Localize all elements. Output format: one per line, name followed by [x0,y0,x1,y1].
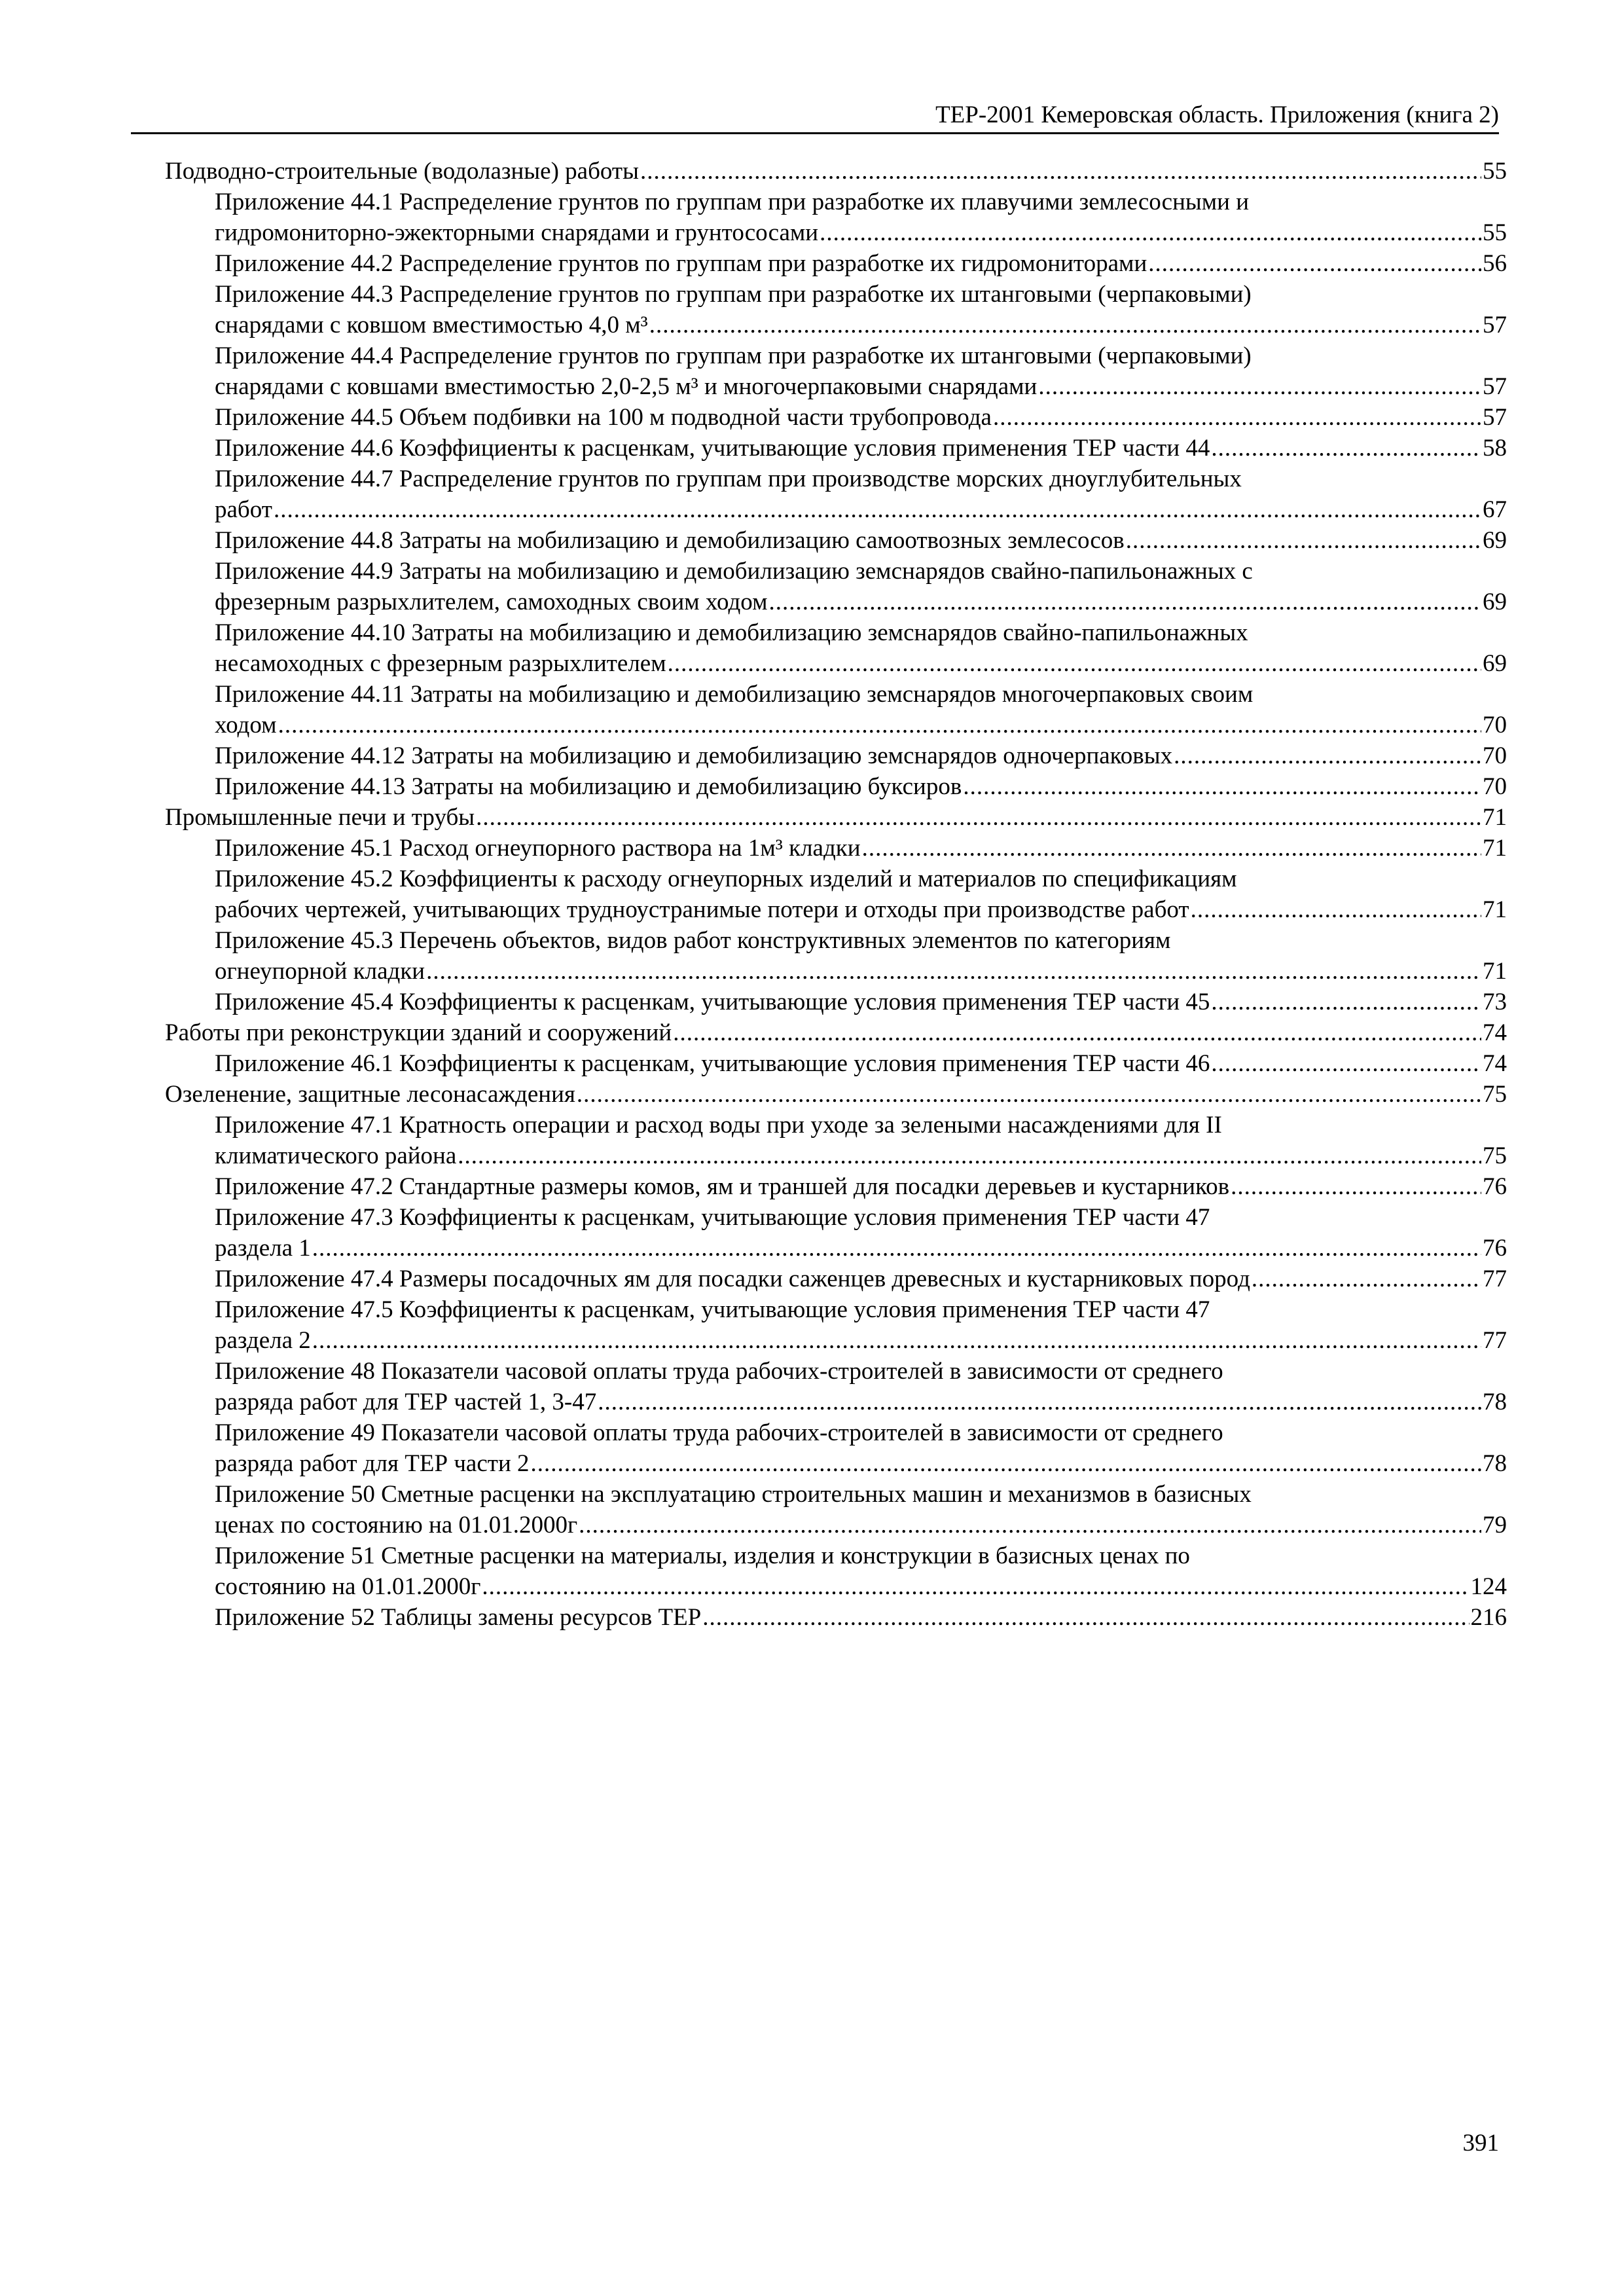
toc-page-number: 71 [1483,896,1507,923]
toc-appendix-entry[interactable] [165,187,1507,248]
toc-appendix-entry[interactable] [165,1479,1507,1540]
toc-page-number: 58 [1483,435,1507,462]
toc-page-number: 77 [1483,1327,1507,1354]
toc-entry-text: ценах по состоянию на 01.01.2000г [215,1512,578,1539]
toc-page-number: 70 [1483,712,1507,738]
dot-leader [1148,248,1481,279]
toc-entry-text: Приложение 44.5 Объем подбивки на 100 м подводной части трубопровода [215,404,992,431]
toc-appendix-entry[interactable] [165,433,1507,464]
toc-appendix-entry[interactable] [165,1048,1507,1079]
toc-entry-text: Приложение 44.12 Затраты на мобилизацию и демобилизацию земснарядов одночерпаковых [215,742,1173,769]
toc-appendix-entry[interactable] [165,617,1507,679]
dot-leader [482,1571,1469,1602]
toc-appendix-entry[interactable] [165,740,1507,771]
toc-entry-text: Приложение 49 Показатели часовой оплаты труда рабочих-строителей в зависимости от среднего [215,1419,1223,1446]
toc-entry-text: Приложение 44.7 Распределение грунтов по группам при производстве морских дноуглубительных [215,465,1242,492]
toc-section-entry[interactable] [165,802,1507,833]
toc-entry-text: раздела 2 [215,1327,311,1354]
toc-appendix-entry[interactable] [165,1540,1507,1602]
dot-leader [768,587,1481,617]
toc-entry-text: Подводно-строительные (водолазные) работы [165,158,639,185]
toc-entry-text: ходом [215,712,277,738]
dot-leader [640,156,1481,187]
toc-appendix-entry[interactable] [165,1356,1507,1417]
table-of-contents [165,156,1507,1633]
toc-section-entry[interactable] [165,156,1507,187]
toc-page-number: 57 [1483,373,1507,400]
toc-page-number: 216 [1470,1604,1507,1631]
dot-leader [993,402,1481,433]
toc-entry-text: Приложение 45.3 Перечень объектов, видов работ конструктивных элементов по категориям [215,927,1171,954]
dot-leader [673,1017,1481,1048]
toc-entry-text: огнеупорной кладки [215,958,425,985]
toc-appendix-entry[interactable] [165,864,1507,925]
toc-entry-text: Приложение 47.5 Коэффициенты к расценкам, учитывающие условия применения ТЕР части 47 [215,1296,1210,1323]
toc-entry-text: Приложение 45.2 Коэффициенты к расходу огнеупорных изделий и материалов по спецификациям [215,866,1237,892]
toc-page-number: 75 [1483,1142,1507,1169]
toc-entry-text: работ [215,496,272,523]
toc-page-number: 71 [1483,835,1507,862]
toc-entry-text: Приложение 44.9 Затраты на мобилизацию и демобилизацию земснарядов свайно-папильонажных с [215,558,1253,585]
toc-section-entry[interactable] [165,1079,1507,1110]
toc-entry-text: Приложение 44.13 Затраты на мобилизацию и демобилизацию буксиров [215,773,962,800]
toc-page-number: 76 [1483,1173,1507,1200]
toc-entry-text: Приложение 44.2 Распределение грунтов по группам при разработке их гидромониторами [215,250,1147,277]
toc-appendix-entry[interactable] [165,1417,1507,1479]
toc-page-number: 73 [1483,989,1507,1015]
toc-page-number: 69 [1483,527,1507,554]
toc-appendix-entry[interactable] [165,1602,1507,1633]
toc-appendix-entry[interactable] [165,402,1507,433]
toc-entry-text: состоянию на 01.01.2000г [215,1573,481,1600]
dot-leader [1174,740,1481,771]
toc-entry-text: Приложение 44.6 Коэффициенты к расценкам, учитывающие условия применения ТЕР части 44 [215,435,1210,462]
toc-page-number: 77 [1483,1266,1507,1292]
toc-page-number: 74 [1483,1050,1507,1077]
toc-entry-text: разряда работ для ТЕР частей 1, 3-47 [215,1389,597,1415]
toc-entry-text: Приложение 45.1 Расход огнеупорного раствора на 1м³ кладки [215,835,861,862]
dot-leader [1126,525,1481,556]
toc-page-number: 70 [1483,742,1507,769]
toc-appendix-entry[interactable] [165,248,1507,279]
toc-entry-text: Приложение 44.4 Распределение грунтов по группам при разработке их штанговыми (черпаковыми) [215,342,1252,369]
toc-appendix-entry[interactable] [165,1110,1507,1171]
toc-appendix-entry[interactable] [165,925,1507,987]
toc-page-number: 57 [1483,312,1507,338]
dot-leader [278,710,1481,740]
dot-leader [274,494,1481,525]
toc-appendix-entry[interactable] [165,833,1507,864]
toc-entry-text: снарядами с ковшами вместимостью 2,0-2,5 м³ и многочерпаковыми снарядами [215,373,1038,400]
toc-section-entry[interactable] [165,1017,1507,1048]
toc-entry-text: Приложение 47.4 Размеры посадочных ям для посадки саженцев древесных и кустарниковых пород [215,1266,1250,1292]
toc-page-number: 55 [1483,219,1507,246]
toc-entry-text: раздела 1 [215,1235,311,1262]
dot-leader [668,648,1481,679]
toc-entry-text: климатического района [215,1142,457,1169]
toc-page-number: 57 [1483,404,1507,431]
toc-entry-text: рабочих чертежей, учитывающих трудноустранимые потери и отходы при производстве работ [215,896,1189,923]
toc-entry-text: Приложение 44.3 Распределение грунтов по группам при разработке их штанговыми (черпаковыми) [215,281,1252,308]
dot-leader [963,771,1481,802]
dot-leader [649,310,1481,340]
dot-leader [312,1233,1481,1264]
toc-page-number: 69 [1483,650,1507,677]
toc-entry-text: Приложение 46.1 Коэффициенты к расценкам, учитывающие условия применения ТЕР части 46 [215,1050,1210,1077]
running-header: ТЕР-2001 Кемеровская область. Приложения (книга 2) [935,101,1499,128]
dot-leader [1231,1171,1481,1202]
toc-appendix-entry[interactable] [165,1202,1507,1264]
toc-appendix-entry[interactable] [165,525,1507,556]
dot-leader [1211,987,1481,1017]
toc-entry-text: Приложение 48 Показатели часовой оплаты труда рабочих-строителей в зависимости от среднего [215,1358,1223,1385]
toc-appendix-entry[interactable] [165,1171,1507,1202]
toc-page-number: 71 [1483,804,1507,831]
toc-page-number: 67 [1483,496,1507,523]
toc-entry-text: Приложение 44.8 Затраты на мобилизацию и демобилизацию самоотвозных землесосов [215,527,1125,554]
toc-entry-text: Работы при реконструкции зданий и сооружений [165,1019,672,1046]
toc-page-number: 78 [1483,1389,1507,1415]
toc-entry-text: Приложение 44.11 Затраты на мобилизацию и демобилизацию земснарядов многочерпаковых своим [215,681,1254,708]
dot-leader [702,1602,1469,1633]
toc-entry-text: Приложение 51 Сметные расценки на материалы, изделия и конструкции в базисных ценах по [215,1542,1190,1569]
toc-page-number: 69 [1483,589,1507,615]
dot-leader [1252,1264,1481,1294]
dot-leader [531,1448,1482,1479]
toc-entry-text: Приложение 47.1 Кратность операции и расход воды при уходе за зелеными насаждениями для II [215,1112,1222,1139]
dot-leader [1038,371,1481,402]
toc-entry-text: гидромониторно-эжекторными снарядами и грунтососами [215,219,819,246]
toc-entry-text: Приложение 44.10 Затраты на мобилизацию и демобилизацию земснарядов свайно-папильонажных [215,619,1248,646]
header-rule [131,132,1499,134]
toc-entry-text: Приложение 45.4 Коэффициенты к расценкам, учитывающие условия применения ТЕР части 45 [215,989,1210,1015]
dot-leader [458,1140,1481,1171]
toc-entry-text: Приложение 52 Таблицы замены ресурсов ТЕР [215,1604,702,1631]
dot-leader [476,802,1481,833]
toc-appendix-entry[interactable] [165,279,1507,340]
toc-page-number: 76 [1483,1235,1507,1262]
toc-entry-text: Озеленение, защитные лесонасаждения [165,1081,575,1108]
dot-leader [598,1387,1481,1417]
toc-page-number: 70 [1483,773,1507,800]
toc-entry-text: фрезерным разрыхлителем, самоходных своим ходом [215,589,768,615]
toc-appendix-entry[interactable] [165,771,1507,802]
toc-entry-text: Промышленные печи и трубы [165,804,475,831]
dot-leader [820,217,1481,248]
toc-appendix-entry[interactable] [165,340,1507,402]
toc-entry-text: разряда работ для ТЕР части 2 [215,1450,530,1477]
toc-entry-text: Приложение 50 Сметные расценки на эксплуатацию строительных машин и механизмов в базисных [215,1481,1252,1508]
toc-entry-text: снарядами с ковшом вместимостью 4,0 м³ [215,312,648,338]
dot-leader [577,1079,1481,1110]
toc-page-number: 124 [1470,1573,1507,1600]
toc-appendix-entry[interactable] [165,556,1507,617]
toc-page-number: 75 [1483,1081,1507,1108]
toc-appendix-entry[interactable] [165,987,1507,1017]
dot-leader [1211,1048,1481,1079]
dot-leader [426,956,1481,987]
toc-page-number: 55 [1483,158,1507,185]
toc-page-number: 79 [1483,1512,1507,1539]
dot-leader [1191,894,1481,925]
page-number: 391 [1462,2130,1499,2157]
dot-leader [312,1325,1481,1356]
dot-leader [862,833,1481,864]
toc-appendix-entry[interactable] [165,1294,1507,1356]
toc-page-number: 74 [1483,1019,1507,1046]
toc-entry-text: Приложение 47.2 Стандартные размеры комов, ям и траншей для посадки деревьев и кустарников [215,1173,1230,1200]
toc-page-number: 71 [1483,958,1507,985]
toc-entry-text: Приложение 44.1 Распределение грунтов по группам при разработке их плавучими землесосными и [215,189,1250,215]
toc-entry-text: несамоходных с фрезерным разрыхлителем [215,650,666,677]
toc-appendix-entry[interactable] [165,1264,1507,1294]
toc-appendix-entry[interactable] [165,464,1507,525]
toc-entry-text: Приложение 47.3 Коэффициенты к расценкам, учитывающие условия применения ТЕР части 47 [215,1204,1210,1231]
toc-page-number: 78 [1483,1450,1507,1477]
dot-leader [579,1510,1481,1540]
toc-page-number: 56 [1483,250,1507,277]
dot-leader [1211,433,1481,464]
toc-appendix-entry[interactable] [165,679,1507,740]
